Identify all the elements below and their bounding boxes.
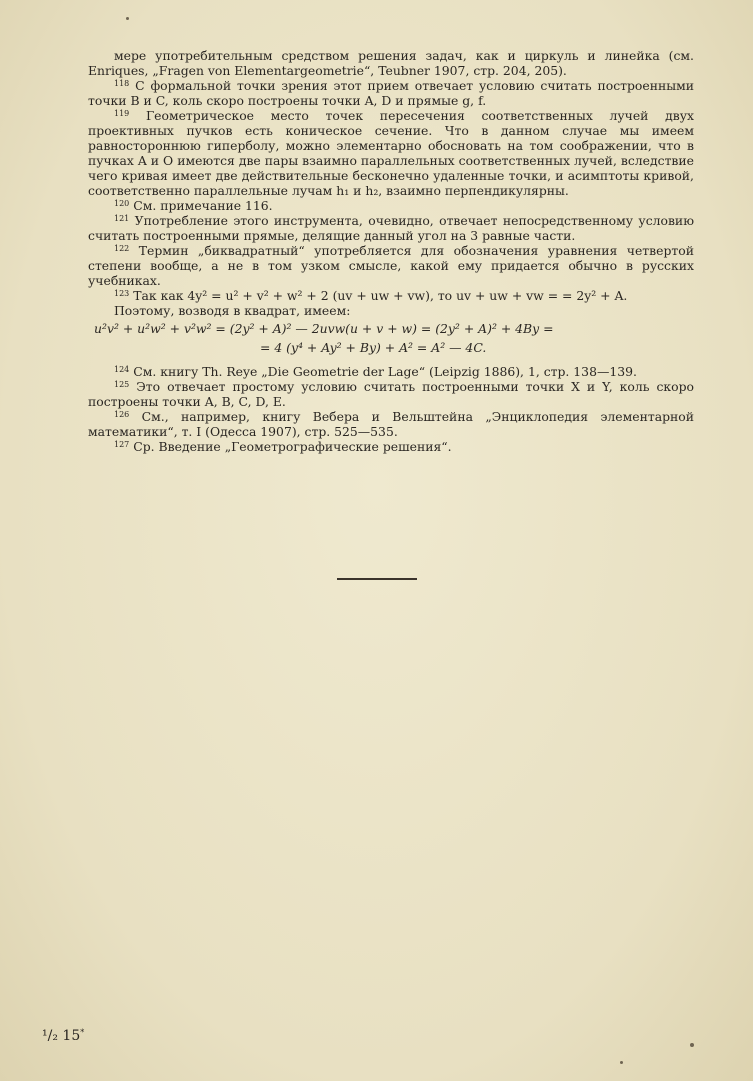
note-continuation xyxy=(88,48,694,78)
note-text: С формальной точки зрения этот прием отвечает условию считать построенными точки B и C, коль скоро построены точки A, D и прямые g, f. xyxy=(88,78,694,108)
note-text: Употребление этого инструмента, очевидно, отвечает непосредственному условию считать построенными прямые, делящие данный угол на 3 равные части. xyxy=(88,213,694,243)
endnote-125 xyxy=(88,379,694,409)
note-number: 123 xyxy=(114,289,130,298)
note-continuation xyxy=(88,303,694,318)
endnote-122 xyxy=(88,243,694,288)
formula-line: u²v² + u²w² + v²w² = (2y² + A)² — 2uvw(u + v + w) = (2y² + A)² + 4By = xyxy=(94,321,554,336)
endnote-118 xyxy=(88,78,694,108)
note-text: Ср. Введение „Геометрографические решения“. xyxy=(133,439,452,454)
note-text: См. примечание 116. xyxy=(133,198,273,213)
note-text: Поэтому, возводя в квадрат, имеем: xyxy=(114,303,351,318)
note-text: См. книгу Th. Reye „Die Geometrie der Lage“ (Leipzig 1886), 1, стр. 138—139. xyxy=(133,364,637,379)
endnote-124 xyxy=(88,364,694,379)
note-number: 125 xyxy=(114,380,130,389)
note-number: 119 xyxy=(114,109,130,118)
speck xyxy=(620,1061,623,1064)
endnote-119 xyxy=(88,108,694,198)
speck xyxy=(690,1043,694,1047)
note-text: Это отвечает простому условию считать построенными точки X и Y, коль скоро построены точки A, B, C, D, E. xyxy=(88,379,694,409)
note-text: Так как 4y² = u² + v² + w² + 2 (uv + uw + vw), то uv + uw + vw = = 2y² + A. xyxy=(133,288,628,303)
note-number: 121 xyxy=(114,214,130,223)
note-number: 118 xyxy=(114,79,130,88)
note-number: 122 xyxy=(114,244,130,253)
endnote-120 xyxy=(88,198,694,213)
formula-line: = 4 (y⁴ + Ay² + By) + A² = A² — 4C. xyxy=(260,340,487,355)
signature-mark: * xyxy=(80,1028,85,1037)
signature-fraction: ¹/₂ xyxy=(42,1028,58,1044)
note-text: См., например, книгу Вебера и Вельштейна „Энциклопедия элементарной математики“, т. I (Одесса 1907), стр. 525—535. xyxy=(88,409,694,439)
endnote-127 xyxy=(88,439,694,454)
note-text: Термин „биквадратный“ употребляется для обозначения уравнения четвертой степени вообще, а не в том узком смысле, какой ему придается обычно в русских учебниках. xyxy=(88,243,694,288)
section-divider xyxy=(337,578,417,580)
note-number: 126 xyxy=(114,410,130,419)
endnote-126 xyxy=(88,409,694,439)
speck xyxy=(126,17,129,20)
endnotes xyxy=(88,48,694,454)
note-text: Геометрическое место точек пересечения соответственных лучей двух проективных пучков есть коническое сечение. Что в данном случае мы имеем равностороннюю гиперболу, можно элементарно обосновать на том соображении, что в пучках A и O имеются две пары взаимно параллельных соответственных лучей, вследствие чего кривая имеет две действительные бесконечно удаленные точки, и асимптоты кривой, соответственно параллельные лучам h₁ и h₂, взаимно перпендикулярны. xyxy=(88,108,694,198)
endnote-123 xyxy=(88,288,694,303)
note-number: 124 xyxy=(114,365,130,374)
signature-number: 15 xyxy=(62,1028,81,1044)
note-number: 127 xyxy=(114,440,130,449)
note-number: 120 xyxy=(114,199,130,208)
printer-signature xyxy=(42,1028,84,1044)
spacer xyxy=(88,356,694,364)
endnote-121 xyxy=(88,213,694,243)
note-text: мере употребительным средством решения задач, как и циркуль и линейка (см. Enriques, „Fragen von Elementargeometrie“, Teubner 1907, стр. 204, 205). xyxy=(88,48,694,78)
